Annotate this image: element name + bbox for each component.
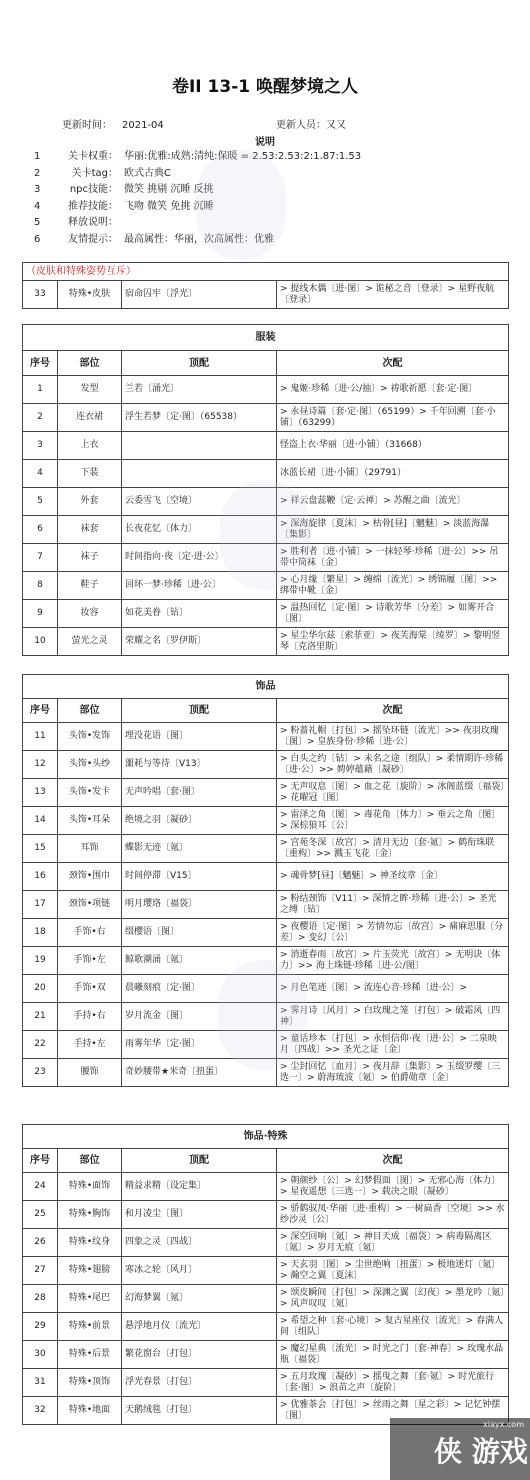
cell-top: 四象之灵〔四战〕: [122, 1229, 277, 1257]
cell-num: 19: [23, 947, 58, 975]
cell-num: 25: [23, 1201, 58, 1229]
cell-alt: 冰蓝长裙〔进·小铺〕（29791）: [277, 460, 509, 488]
cell-num: 20: [23, 975, 58, 1003]
cell-alt: > 魂骨梦[昼]〔魑魅〕> 神圣纹章〔金〕: [277, 863, 509, 891]
cell-alt: > 星尘华尔兹〔索菲亚〕> 夜芙海棠〔绫罗〕> 黎明竖琴〔克洛里斯〕: [277, 628, 509, 656]
cell-alt: > 深海旋律〔夏沫〕> 枯骨[昼]〔魑魅〕> 淡蓝海瀑〔集影〕: [277, 516, 509, 544]
cell-part: 颈饰•项链: [58, 891, 122, 919]
table-row: [23, 807, 509, 835]
cell-part: 连衣裙: [58, 404, 122, 432]
cell-part: 颈饰•围巾: [58, 863, 122, 891]
cell-alt: > 朝颜纱〔公〕> 幻梦假面〔图〕> 无邪心海〔体力〕> 星夜遥想〔三选一〕> 载决之眼〔凝砂〕: [277, 1173, 509, 1201]
cell-alt: > 夜樱语〔定·图〕> 芳情勿忘〔故宫〕> 痛麻思服〔分差〕> 变幻〔公〕: [277, 919, 509, 947]
table-row: [23, 404, 509, 432]
cell-part: 特殊•前景: [58, 1313, 122, 1341]
header-num: 序号: [23, 1149, 58, 1173]
cell-part: 特殊•皮肤: [58, 281, 122, 309]
cell-num: 27: [23, 1257, 58, 1285]
cell-num: 14: [23, 807, 58, 835]
note-row: 4 推荐技能： 飞吻 微笑 免挑 沉睡: [34, 200, 214, 212]
cell-top: 无声吟唱〔套·图〕: [122, 779, 277, 807]
cell-alt: > 月色笔迹〔图〕> 流连心音·珍稀〔进·公〕>: [277, 975, 509, 1003]
cell-top: [122, 432, 277, 460]
cell-part: 手持•左: [58, 1031, 122, 1059]
anime-watermark-illustration: [218, 960, 308, 1070]
cell-part: 特殊•翅膀: [58, 1257, 122, 1285]
cell-num: 9: [23, 600, 58, 628]
cell-num: 10: [23, 628, 58, 656]
cell-part: 上衣: [58, 432, 122, 460]
cell-top: 蝶影无迹〔氪〕: [122, 835, 277, 863]
cell-part: 特殊•地面: [58, 1397, 122, 1425]
cell-alt: > 心月缘〔繁星〕> 缠绵〔流光〕> 绣锦履〔图〕>> 绑带中靴〔金〕: [277, 572, 509, 600]
cell-top: 噩耗与等待〔V13〕: [122, 751, 277, 779]
cell-part: 下装: [58, 460, 122, 488]
cell-part: 腰饰: [58, 1059, 122, 1087]
update-time: 更新时间： 2021-04: [62, 120, 164, 131]
header-num: 序号: [23, 699, 58, 723]
cell-part: 特殊•后景: [58, 1341, 122, 1369]
cell-alt: > 粉蔷礼帽〔打包〕> 摇坠环链〔流光〕>> 夜羽玫瑰〔图〕> 皇族身份·珍稀〔进·公〕: [277, 723, 509, 751]
table-row: [23, 1201, 509, 1229]
cell-num: 13: [23, 779, 58, 807]
cell-part: 手饰•左: [58, 947, 122, 975]
cell-top: 悬浮地月仪〔流光〕: [122, 1313, 277, 1341]
cell-alt: > 魔幻星典〔流光〕> 时光之门〔套·神春〕> 玫瑰水晶瓶〔福袋〕: [277, 1341, 509, 1369]
cell-part: 鞋子: [58, 572, 122, 600]
cell-part: 妆容: [58, 600, 122, 628]
cell-part: 特殊•顶饰: [58, 1369, 122, 1397]
cell-top: 如花美眷〔钻〕: [122, 600, 277, 628]
table-row: [23, 1257, 509, 1285]
table-row: [23, 835, 509, 863]
cell-part: 萤光之灵: [58, 628, 122, 656]
header-row: [23, 699, 509, 723]
cell-alt: > 五月玫瑰〔凝砂〕> 摇曳之舞〔套·氪〕> 时光旅行〔套·图〕> 浪苗之声〔旋阶〕: [277, 1369, 509, 1397]
cell-part: 发型: [58, 376, 122, 404]
cell-part: 头饰•发卡: [58, 779, 122, 807]
cell-part: 手饰•右: [58, 919, 122, 947]
cell-alt: > 胜利者〔进·小铺〕> 一抹轻琴·珍稀〔进·公〕>> 吊带中筒袜〔金〕: [277, 544, 509, 572]
cell-alt: > 希望之种〔套·心境〕> 复古星座仪〔流光〕> 春满人间〔组队〕: [277, 1313, 509, 1341]
cell-num: 28: [23, 1285, 58, 1313]
header-top: 顶配: [122, 699, 277, 723]
cell-alt: > 尘封回忆〔血月〕> 夜月辞〔集影〕> 玉缀罗缨〔三选一〕> 蔚海琉波〔氪〕> 伯爵勋章〔金〕: [277, 1059, 509, 1087]
header-num: 序号: [23, 351, 58, 376]
header-part: 部位: [58, 1149, 122, 1173]
cell-part: 手持•右: [58, 1003, 122, 1031]
table-row: [23, 751, 509, 779]
cell-part: 头饰•头纱: [58, 751, 122, 779]
table-row: [23, 1369, 509, 1397]
cell-part: 耳饰: [58, 835, 122, 863]
cell-num: 18: [23, 919, 58, 947]
site-watermark: [390, 1418, 530, 1480]
cell-num: 29: [23, 1313, 58, 1341]
cell-top: 云委雪飞〔空境〕: [122, 488, 277, 516]
table-row: [23, 779, 509, 807]
cell-alt: > 祥云盘蕊鞭〔定·云禅〕> 苏醒之曲〔流光〕: [277, 488, 509, 516]
cell-part: 袜子: [58, 544, 122, 572]
note-row: 6 友情提示： 最高属性：华丽，次高属性：优雅: [34, 233, 274, 245]
cell-top: 时间指向·夜〔定·进·公〕: [122, 544, 277, 572]
cell-alt: > 童话珍本〔打包〕> 永恒信仰·夜〔进·公〕> 二泉映月〔四战〕>> 圣光之证〔金〕: [277, 1031, 509, 1059]
cell-top: 浮光春景〔打包〕: [122, 1369, 277, 1397]
watermark-logo: 侠 游戏: [434, 1435, 528, 1468]
table-row: [23, 1313, 509, 1341]
cell-part: 特殊•胸饰: [58, 1201, 122, 1229]
cell-alt: > 提线木偶〔进·图〕> 诡秘之音〔登录〕> 星野夜航〔登录〕: [277, 281, 509, 309]
cell-num: 15: [23, 835, 58, 863]
cell-top: 天鹅绒毯〔打包〕: [122, 1397, 277, 1425]
cell-alt: > 霁月诗〔风月〕> 白玫瑰之笼〔打包〕> 破霜风〔四神〕: [277, 1003, 509, 1031]
cell-top: 宿命囚牢〔浮光〕: [122, 281, 277, 309]
cell-alt: > 永昼诗篇〔套·定·图〕（65199）> 千年回溯〔套·小铺〕（63299）: [277, 404, 509, 432]
cell-num: 4: [23, 460, 58, 488]
note-row: 3 npc技能： 微笑 挑剔 沉睡 反挑: [34, 184, 214, 195]
cell-alt: > 温热回忆〔定·图〕> 诗歌芳华〔分差〕> 如雾开合〔图〕: [277, 600, 509, 628]
header-top: 顶配: [122, 1149, 277, 1173]
cell-num: 26: [23, 1229, 58, 1257]
table-row: [23, 1173, 509, 1201]
note-row: 5 释放说明：: [34, 217, 118, 228]
cell-top: 奇妙腰带★米奇〔扭蛋〕: [122, 1059, 277, 1087]
cell-alt: > 天玄羽〔图〕> 尘世绝响〔扭蛋〕> 极地迷灯〔氪〕> 瀚空之翼〔夏沫〕: [277, 1257, 509, 1285]
cell-num: 2: [23, 404, 58, 432]
cell-top: 鲸歌潮涌〔氪〕: [122, 947, 277, 975]
table-row: [23, 919, 509, 947]
cell-top: 岁月流金〔图〕: [122, 1003, 277, 1031]
cell-alt: > 骄鹤驭凤·华丽〔进·重构〕> 一树扁香〔空境〕>> 水纱沙灵〔公〕: [277, 1201, 509, 1229]
header-alt: 次配: [277, 351, 509, 376]
table-row: [23, 1341, 509, 1369]
cell-top: 和月凌尘〔图〕: [122, 1201, 277, 1229]
cell-top: 幻海梦翼〔氪〕: [122, 1285, 277, 1313]
cell-num: 17: [23, 891, 58, 919]
cell-part: 袜套: [58, 516, 122, 544]
cell-part: 特殊•尾巴: [58, 1285, 122, 1313]
table-row: [23, 432, 509, 460]
cell-num: 5: [23, 488, 58, 516]
special-note: （皮肤和特殊姿势互斥）: [23, 263, 509, 281]
cell-num: 30: [23, 1341, 58, 1369]
page-title: 卷II 13-1 唤醒梦境之人: [171, 77, 359, 97]
table-row: [23, 281, 509, 309]
cell-alt: > 优雅茶会〔打包〕> 丝雨之舞〔星之彩〕> 记忆钟摆〔图〕: [277, 1397, 509, 1425]
cell-num: 6: [23, 516, 58, 544]
cell-top: 绝境之羽〔凝砂〕: [122, 807, 277, 835]
special-skin-table: [22, 262, 509, 309]
cell-top: 回环一梦·珍稀〔进·公〕: [122, 572, 277, 600]
table-row: [23, 600, 509, 628]
anime-watermark-illustration: [196, 150, 286, 260]
cell-alt: > 消逝春雨〔故宫〕> 片玉荧光〔故宫〕> 无明诀〔体力〕>> 海上珠链·珍稀〔进·公/图〕: [277, 947, 509, 975]
note-row: 2 关卡tag： 欧式古典C: [34, 167, 171, 179]
watermark-url: xiayx.com: [483, 1420, 524, 1429]
cell-top: 繁花窗台〔打包〕: [122, 1341, 277, 1369]
cell-alt: 怪盗上衣·华丽〔进·小铺〕（31668）: [277, 432, 509, 460]
cell-part: 手饰•双: [58, 975, 122, 1003]
table-row: [23, 376, 509, 404]
header-alt: 次配: [277, 699, 509, 723]
cell-top: 明月璎珞〔福袋〕: [122, 891, 277, 919]
cell-top: 浮生若梦〔定·图〕（65538）: [122, 404, 277, 432]
cell-part: 头饰•发饰: [58, 723, 122, 751]
cell-alt: > 颂皮瞬间〔打包〕> 深渊之翼〔幻夜〕> 墨龙吟〔氪〕> 风声叹叹〔氪〕: [277, 1285, 509, 1313]
cell-alt: > 粉结颈饰〔V11〕> 深情之眸·珍稀〔进·公〕> 圣光之缚〔钻〕: [277, 891, 509, 919]
updater: 更新人员：又又: [276, 120, 346, 131]
cell-top: 寒冰之轮〔风月〕: [122, 1257, 277, 1285]
section-title: 服装: [23, 325, 509, 351]
cell-top: 荣耀之名〔罗伊斯〕: [122, 628, 277, 656]
header-row: [23, 1149, 509, 1173]
anime-watermark-illustration: [220, 480, 310, 590]
cell-top: 缀樱语〔图〕: [122, 919, 277, 947]
table-row: [23, 891, 509, 919]
cell-part: 头饰•耳朵: [58, 807, 122, 835]
table-row: [23, 723, 509, 751]
cell-num: 33: [23, 281, 58, 309]
cell-alt: > 深空回响〔氪〕> 神目天成〔福袋〕> 病毒隔离区〔氪〕> 岁月无痕〔氪〕: [277, 1229, 509, 1257]
cell-top: 精益求精〔设定集〕: [122, 1173, 277, 1201]
cell-num: 1: [23, 376, 58, 404]
cell-alt: > 无声叹息〔图〕> 血之花〔旋阶〕> 冰阁蓝缀〔福袋〕> 花曜冠〔图〕: [277, 779, 509, 807]
note-row: 1 关卡权重： 华丽:优雅:成熟:清纯:保暖 = 2.53:2.53:2:1.87:1.53: [34, 151, 362, 162]
cell-alt: > 宫苑冬深〔故宫〕> 清月无边〔套·氪〕> 鹤衔珠联〔重构〕>> 溅玉飞花〔金〕: [277, 835, 509, 863]
section-title: 饰品: [23, 675, 509, 699]
table-row: [23, 628, 509, 656]
table-row: [23, 1229, 509, 1257]
explain-heading: 说明: [255, 137, 275, 148]
cell-alt: > 白头之约〔钻〕> 未名之途〔组队〕> 柔情期许·珍稀〔进·公〕>> 娉婷蕴藉〔凝砂〕: [277, 751, 509, 779]
cell-part: 外套: [58, 488, 122, 516]
cell-num: 3: [23, 432, 58, 460]
cell-num: 32: [23, 1397, 58, 1425]
cell-num: 21: [23, 1003, 58, 1031]
header-row: [23, 351, 509, 376]
cell-num: 31: [23, 1369, 58, 1397]
header-top: 顶配: [122, 351, 277, 376]
header-part: 部位: [58, 351, 122, 376]
table-row: [23, 1285, 509, 1313]
cell-num: 22: [23, 1031, 58, 1059]
cell-part: 特殊•纹身: [58, 1229, 122, 1257]
cell-top: 长夜花忆〔体力〕: [122, 516, 277, 544]
section-title: 饰品·特殊: [23, 1125, 509, 1149]
cell-top: 时间停滞〔V15〕: [122, 863, 277, 891]
cell-top: 雨雾年华〔定·图〕: [122, 1031, 277, 1059]
header-alt: 次配: [277, 1149, 509, 1173]
cell-top: 埋没花语〔图〕: [122, 723, 277, 751]
cell-num: 12: [23, 751, 58, 779]
cell-num: 8: [23, 572, 58, 600]
cell-num: 23: [23, 1059, 58, 1087]
cell-top: 晨曦刻痕〔定·图〕: [122, 975, 277, 1003]
cell-alt: > 雷泽之角〔图〕> 毒花角〔体力〕> 垂云之角〔图〕> 深棕狼耳〔公〕: [277, 807, 509, 835]
cell-num: 7: [23, 544, 58, 572]
cell-top: 兰若〔涌光〕: [122, 376, 277, 404]
cell-part: 特殊•面饰: [58, 1173, 122, 1201]
cell-num: 16: [23, 863, 58, 891]
special-accessories-table: [22, 1124, 509, 1425]
cell-alt: > 鬼姬·珍稀〔进·公/抽〕> 祷歌祈愿〔套·定·图〕: [277, 376, 509, 404]
table-row: [23, 863, 509, 891]
cell-num: 24: [23, 1173, 58, 1201]
header-part: 部位: [58, 699, 122, 723]
cell-num: 11: [23, 723, 58, 751]
